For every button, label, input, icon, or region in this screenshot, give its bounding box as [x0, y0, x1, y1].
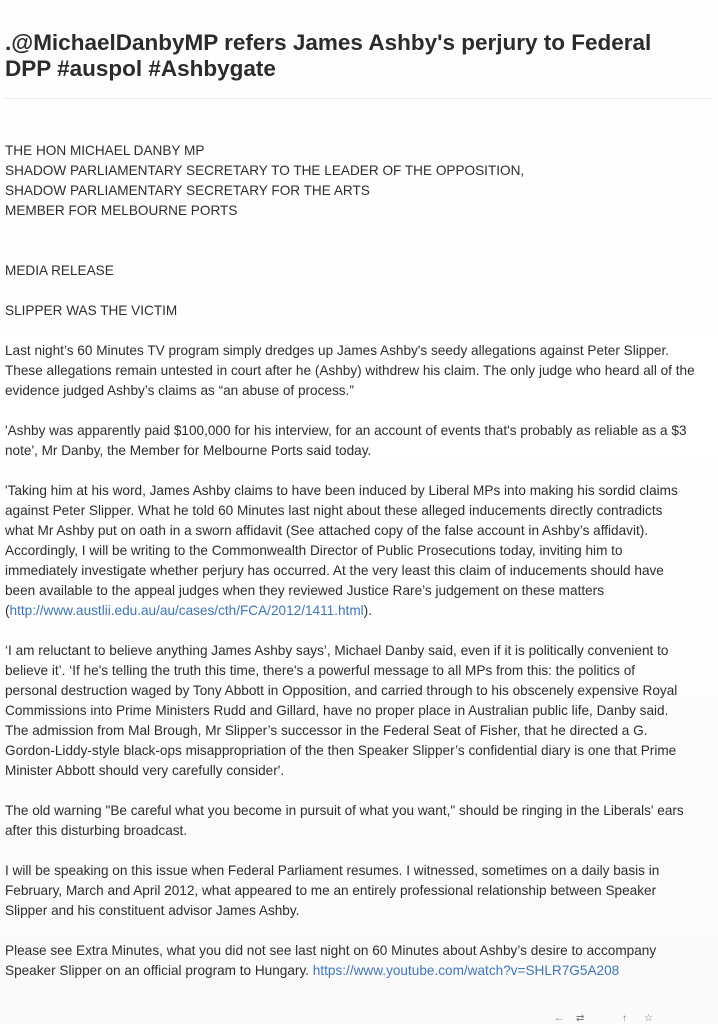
paragraph-line: 'Ashby was apparently paid $100,000 for his interview, for an account of events that's probably as reliable as a $3 — [5, 423, 687, 438]
retweet-icon[interactable]: ⇄ — [576, 1013, 585, 1024]
sender-line: THE HON MICHAEL DANBY MP — [5, 143, 205, 158]
sender-line: SHADOW PARLIAMENTARY SECRETARY TO THE LEADER OF THE OPPOSITION, — [5, 163, 525, 178]
paragraph-line: been available to the appeal judges when they reviewed Justice Rare’s judgement on these matters — [5, 583, 605, 598]
paragraph-line: The old warning "Be careful what you become in pursuit of what you want," should be ringing in the Liberals' ears — [5, 803, 684, 818]
paragraph-7 — [5, 941, 715, 981]
paragraph-line: immediately investigate whether perjury has occurred. At the very least this claim of inducements should have — [5, 563, 664, 578]
release-title: SLIPPER WAS THE VICTIM — [5, 303, 178, 318]
favorite-icon[interactable]: ☆ — [644, 1013, 653, 1024]
paragraph-line: 'Taking him at his word, James Ashby claims to have been induced by Liberal MPs into making his sordid claims — [5, 483, 678, 498]
paragraph-line: February, March and April 2012, what appeared to me an entirely professional relationship between Speaker — [5, 883, 657, 898]
paragraph-line: ‘I am reluctant to believe anything James Ashby says’, Michael Danby said, even if it is politically convenient to — [5, 643, 669, 658]
paragraph-1 — [5, 341, 715, 401]
paragraph-3 — [5, 481, 715, 621]
paragraph-line: note', Mr Danby, the Member for Melbourne Ports said today. — [5, 443, 372, 458]
paragraph-line: These allegations remain untested in court after he (Ashby) withdrew his claim. The only judge who heard all of the — [5, 363, 695, 378]
share-icon[interactable]: ↑ — [622, 1013, 627, 1024]
sender-block — [5, 141, 715, 221]
headline-line-1: .@MichaelDanbyMP refers James Ashby's perjury to Federal — [5, 30, 652, 55]
sender-line: SHADOW PARLIAMENTARY SECRETARY FOR THE ARTS — [5, 183, 370, 198]
headline — [5, 30, 705, 82]
paragraph-line: Gordon-Liddy-style black-ops misappropriation of the then Speaker Slipper’s confidential diary is one that Prime — [5, 743, 677, 758]
paragraph-line: against Peter Slipper. What he told 60 Minutes last night about these alleged inducements directly contradicts — [5, 503, 663, 518]
paragraph-2 — [5, 421, 715, 461]
press-release-body — [5, 141, 715, 981]
paragraph-line: personal destruction waged by Tony Abbott in Opposition, and carried through to his obscenely expensive Royal — [5, 683, 678, 698]
footer-share-icons — [548, 1014, 718, 1024]
paragraph-4 — [5, 641, 715, 781]
paragraph-line: Last night’s 60 Minutes TV program simply dredges up James Ashby's seedy allegations against Peter Slipper. — [5, 343, 670, 358]
paragraph-line: Slipper and his constituent advisor James Ashby. — [5, 903, 300, 918]
sender-line: MEMBER FOR MELBOURNE PORTS — [5, 203, 238, 218]
headline-line-2: DPP #auspol #Ashbygate — [5, 56, 276, 81]
paragraph-line: what Mr Ashby put on oath in a sworn affidavit (See attached copy of the false account in Ashby’s affidavit). — [5, 523, 649, 538]
paragraph-line: The admission from Mal Brough, Mr Slipper’s successor in the Federal Seat of Fisher, that he directed a G. — [5, 723, 648, 738]
media-release-label: MEDIA RELEASE — [5, 263, 114, 278]
paragraph-5 — [5, 801, 715, 841]
paragraph-line: evidence judged Ashby’s claims as “an abuse of process.” — [5, 383, 354, 398]
paragraph-line: Minister Abbott should very carefully consider'. — [5, 763, 285, 778]
paragraph-6 — [5, 861, 715, 921]
header-divider — [4, 98, 712, 99]
youtube-video-link[interactable]: https://www.youtube.com/watch?v=SHLR7G5A208 — [312, 963, 620, 978]
austlii-judgement-link[interactable]: http://www.austlii.edu.au/au/cases/cth/FCA/2012/1411.html — [9, 603, 364, 618]
paragraph-line: (http://www.austlii.edu.au/au/cases/cth/FCA/2012/1411.html). — [5, 603, 372, 618]
paragraph-line: Accordingly, I will be writing to the Commonwealth Director of Public Prosecutions today, inviting him to — [5, 543, 623, 558]
paragraph-line: Speaker Slipper on an official program to Hungary. https://www.youtube.com/watch?v=SHLR7G5A208 — [5, 963, 620, 978]
paragraph-line: Commissions into Prime Ministers Rudd and Gillard, have no proper place in Australian public life, Danby said. — [5, 703, 669, 718]
paragraph-line: Please see Extra Minutes, what you did not see last night on 60 Minutes about Ashby’s desire to accompany — [5, 943, 657, 958]
paragraph-line: believe it’. ‘If he's telling the truth this time, there's a powerful message to all MPs from this: the politics of — [5, 663, 636, 678]
paragraph-line: I will be speaking on this issue when Federal Parliament resumes. I witnessed, sometimes on a daily basis in — [5, 863, 660, 878]
paragraph-line: after this disturbing broadcast. — [5, 823, 188, 838]
reply-icon[interactable]: ← — [554, 1013, 564, 1024]
